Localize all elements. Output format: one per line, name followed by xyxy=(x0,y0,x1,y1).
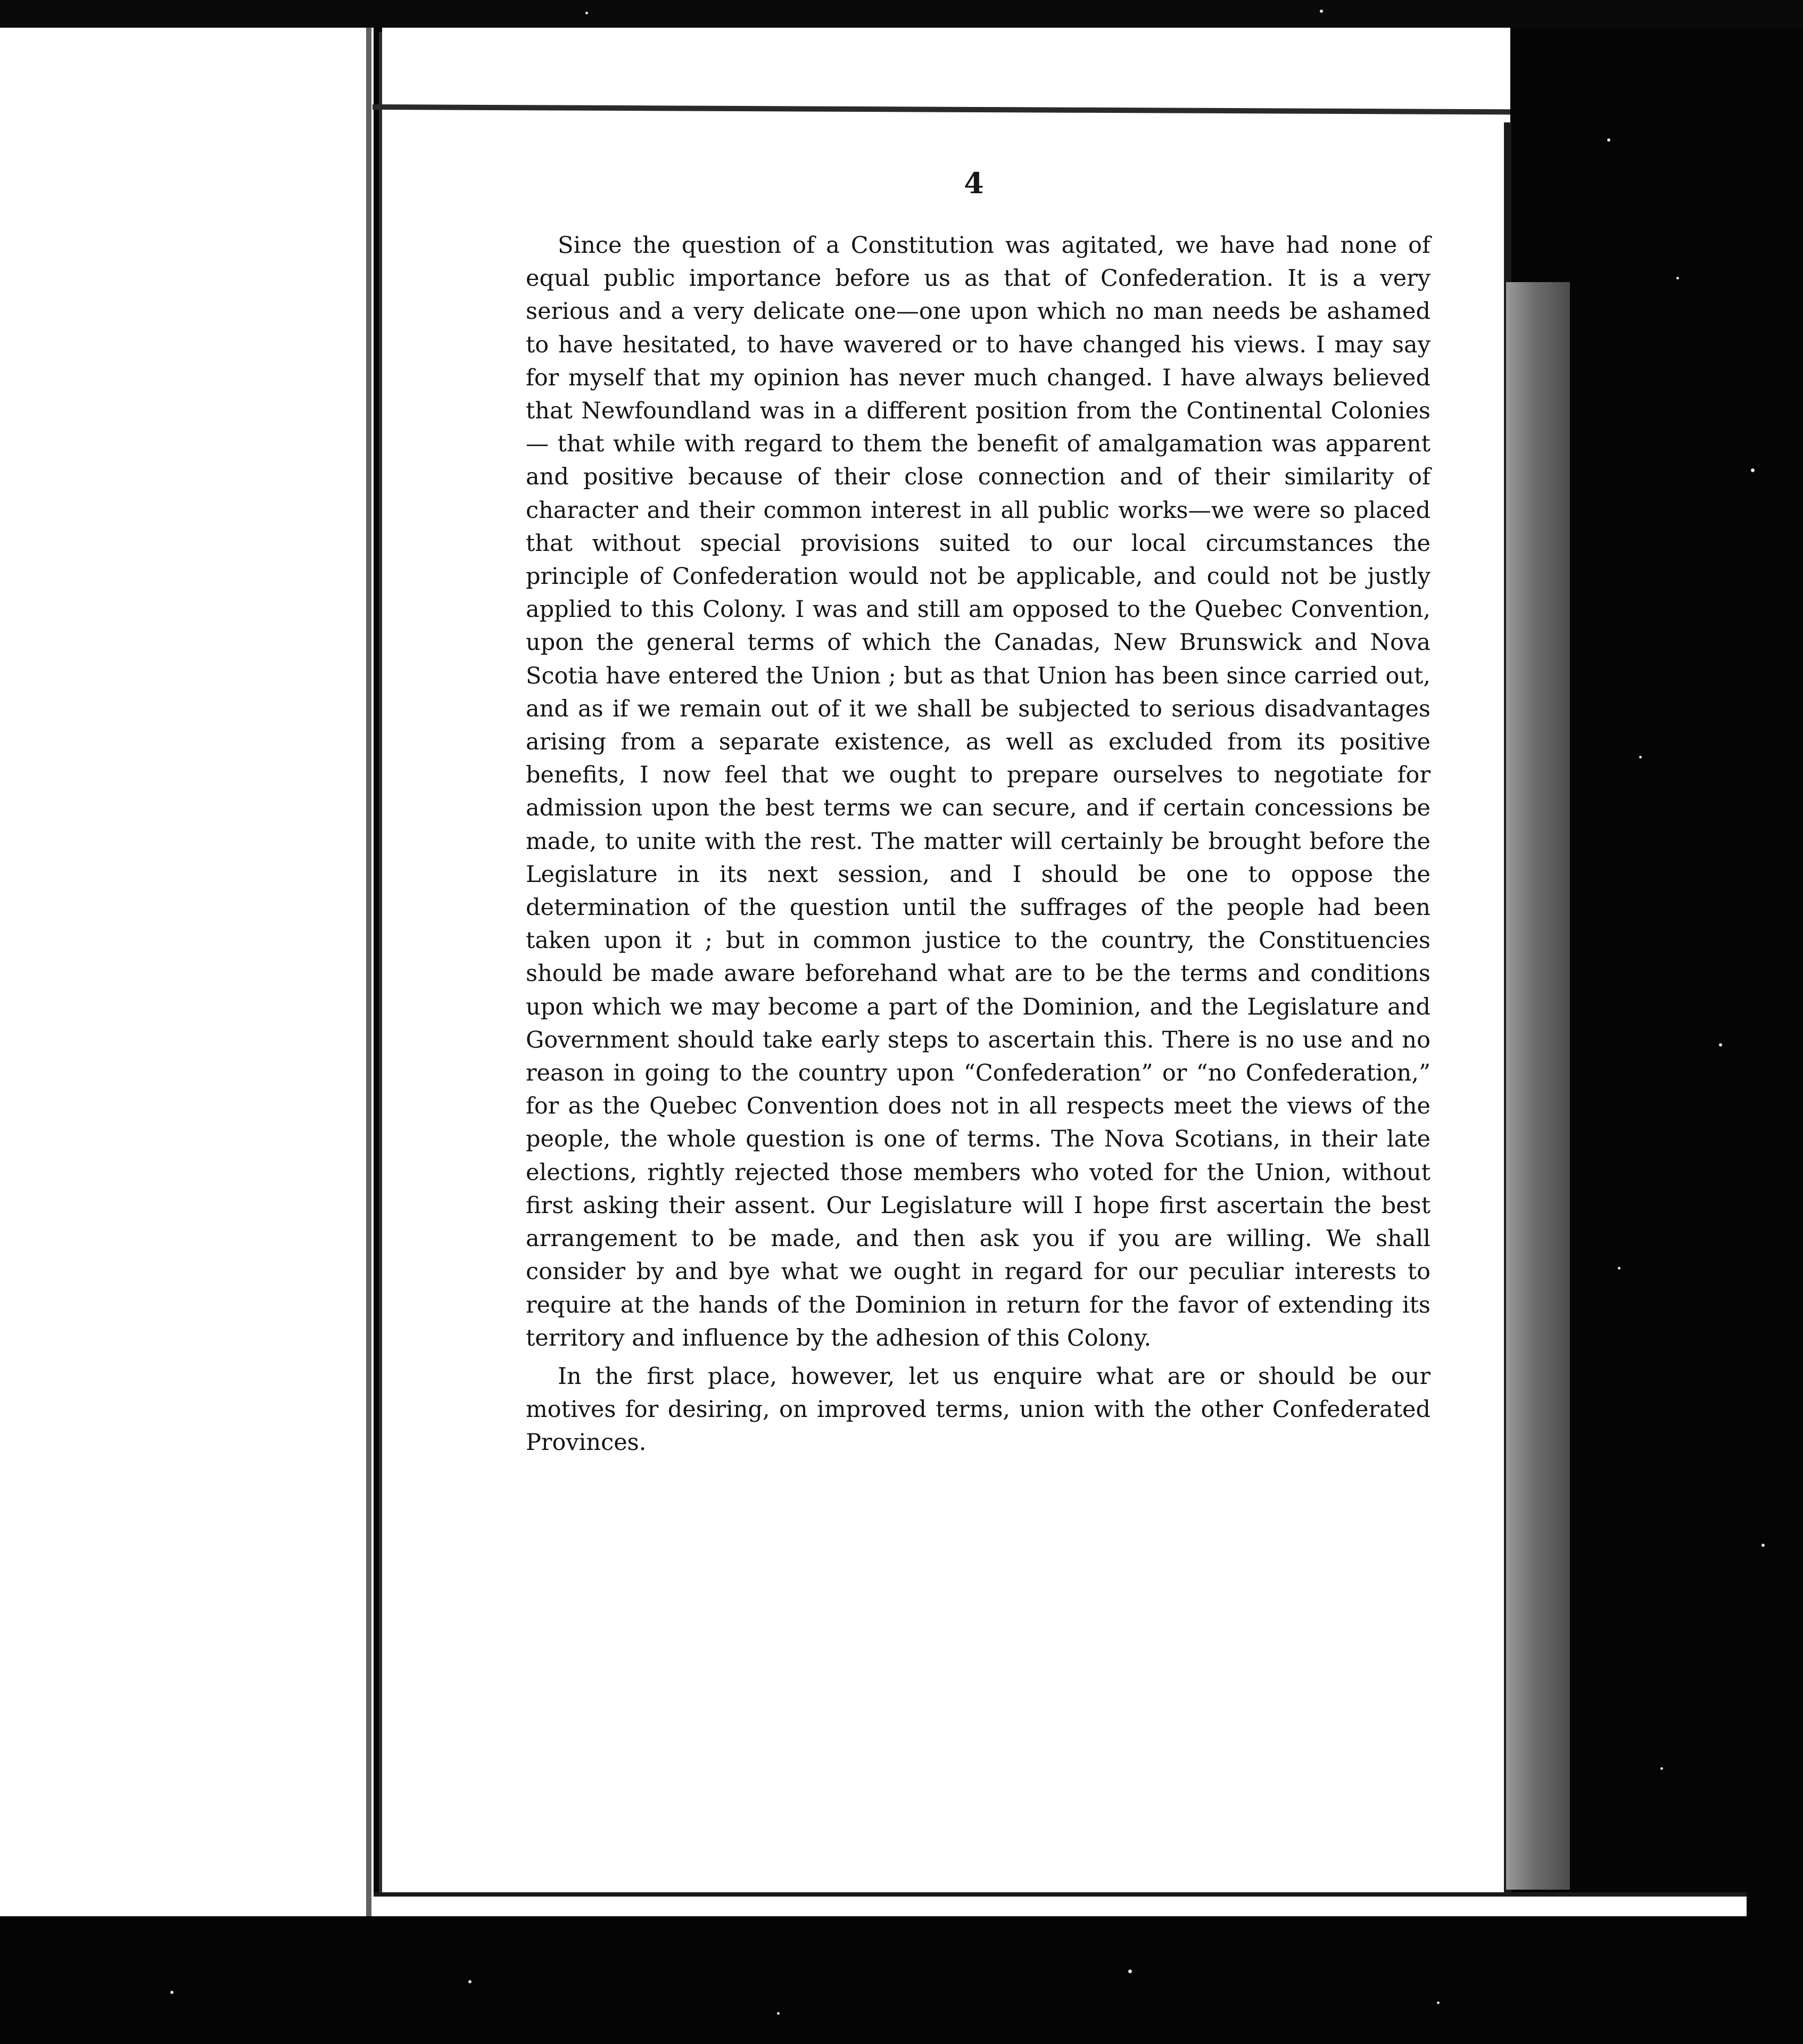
body-text xyxy=(526,229,1430,1460)
film-speck xyxy=(1639,756,1642,759)
left-page-edge-shadow xyxy=(366,21,371,1916)
page-number: 4 xyxy=(964,166,984,200)
right-page-stack-shadow xyxy=(1506,282,1570,1890)
film-speck xyxy=(585,12,588,14)
film-speck xyxy=(1618,1267,1620,1270)
paragraph: Since the question of a Constitution was agitated, we have had none of equal public importance before us as that of Confederation. It is a very serious and a very delicate one—one upon which no man needs be ashamed to have hesitated, to have wavered or to have changed his views. I may say for myself that my opinion has never much changed. I have always believed that Newfoundland was in a different position from the Continental Colonies — that while with regard to them the benefit of amalgamation was apparent and positive because of their close connection and of their similarity of character and their common interest in all public works—we were so placed that without special provisions suited to our local circumstances the principle of Confederation would not be applicable, and could not be justly applied to this Colony. I was and still am opposed to the Quebec Convention, upon the general terms of which the Canadas, New Brunswick and Nova Scotia have entered the Union ; but as that Union has been since carried out, and as if we remain out of it we shall be subjected to serious disadvantages arising from a separate existence, as well as excluded from its positive benefits, I now feel that we ought to prepare ourselves to negotiate for admission upon the best terms we can secure, and if certain concessions be made, to unite with the rest. The matter will certainly be brought before the Legislature in its next session, and I should be one to oppose the determination of the question until the suffrages of the people had been taken upon it ; but in common justice to the country, the Constituencies should be made aware beforehand what are to be the terms and conditions upon which we may become a part of the Dominion, and the Legislature and Government should take early steps to ascertain this. There is no use and no reason in going to the country upon “Confederation” or “no Confederation,” for as the Quebec Convention does not in all respects meet the views of the people, the whole question is one of terms. The Nova Scotians, in their late elections, rightly rejected those members who voted for the Union, without first asking their assent. Our Legislature will I hope first ascertain the best arrangement to be made, and then ask you if you are willing. We shall consider by and bye what we ought in regard for our peculiar interests to require at the hands of the Dominion in return for the favor of extending its territory and influence by the adhesion of this Colony. xyxy=(526,232,1430,1351)
bottom-film-border xyxy=(0,1916,1803,2044)
paragraph: In the first place, however, let us enquire what are or should be our motives for desiring, on improved terms, union with the other Confederated Provinces. xyxy=(526,1363,1430,1456)
film-speck xyxy=(1751,468,1755,472)
film-speck xyxy=(1761,1544,1765,1547)
film-speck xyxy=(1676,277,1679,279)
left-blank-page xyxy=(0,0,374,2044)
film-speck xyxy=(170,1991,173,1994)
film-speck xyxy=(1320,10,1323,13)
film-speck xyxy=(1607,138,1610,142)
film-speck xyxy=(777,2012,780,2015)
film-speck xyxy=(1437,2001,1440,2004)
film-speck xyxy=(1660,1767,1663,1770)
bottom-page-margin xyxy=(374,1895,1747,1916)
film-speck xyxy=(468,1980,472,1983)
bottom-page-edge xyxy=(374,1892,1747,1897)
top-film-border xyxy=(0,0,1803,28)
film-speck xyxy=(1719,1043,1722,1046)
film-speck xyxy=(1128,1969,1132,1973)
